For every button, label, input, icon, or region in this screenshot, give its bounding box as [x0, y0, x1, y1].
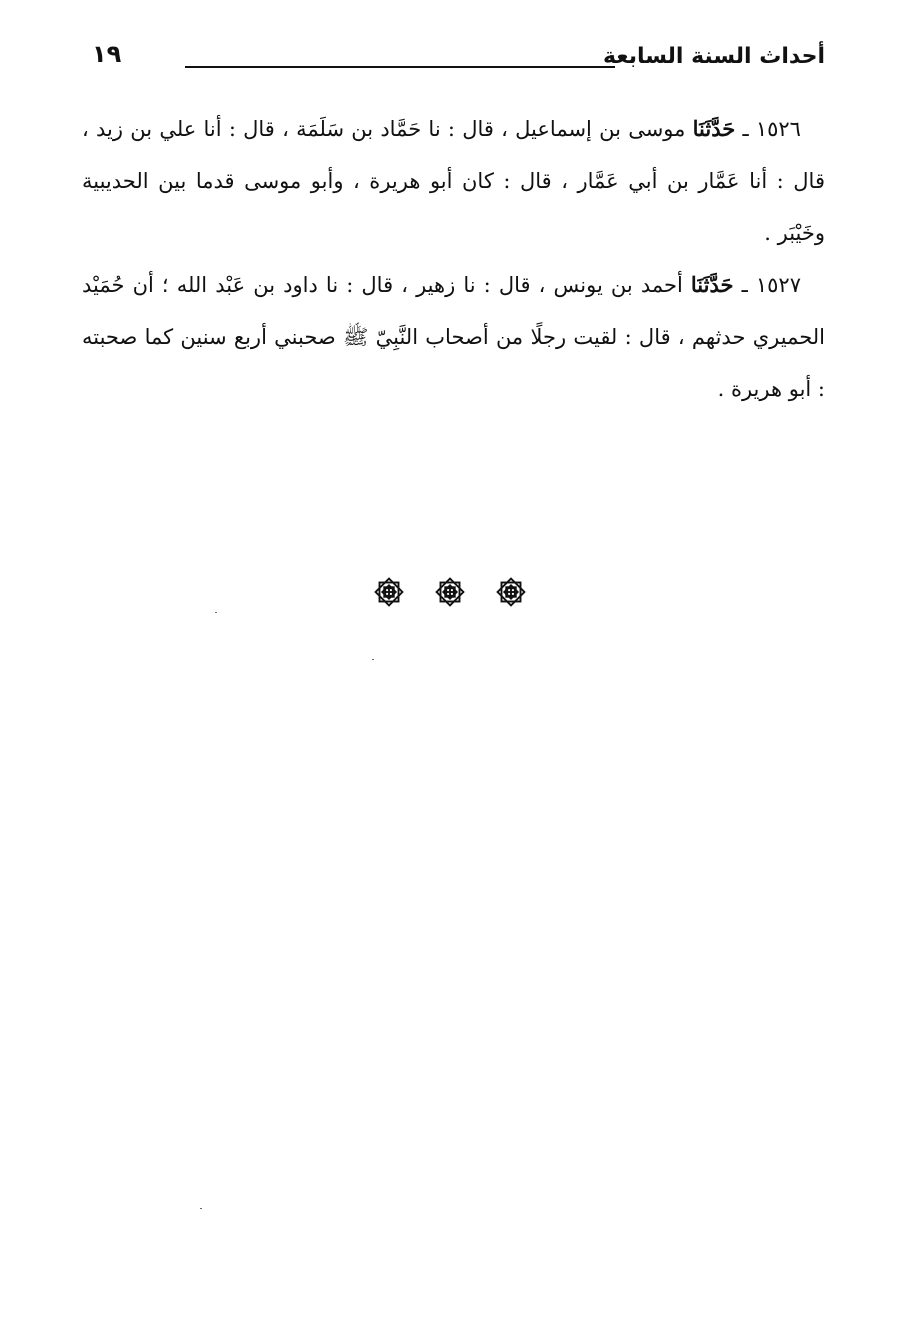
section-ornament	[370, 573, 530, 613]
hadith-number: ١٥٢٦	[755, 117, 801, 141]
hadith-1526	[82, 103, 825, 259]
hadith-keyword: حَدَّثَنَا	[692, 116, 736, 141]
header-rule	[185, 66, 615, 68]
eight-point-star-icon	[492, 573, 530, 611]
hadith-1527	[82, 259, 825, 415]
page-body	[82, 103, 825, 415]
dash: ـ	[741, 273, 748, 297]
page-header	[82, 40, 825, 80]
scan-speck	[215, 612, 217, 613]
dash: ـ	[742, 117, 749, 141]
scan-speck	[372, 659, 374, 660]
running-title: أحداث السنة السابعة	[602, 44, 825, 69]
page-number: ١٩	[92, 40, 122, 68]
hadith-text: موسى بن إسماعيل ، قال : نا حَمَّاد بن سَلَمَة ، قال : أنا علي بن زيد ، قال : أنا عَمَّار بن أبي عَمَّار ، قال : كان أبو هريرة ، وأبو موسى قدما بين الحديبية وخَيْبَر .	[82, 117, 825, 245]
hadith-text: أحمد بن يونس ، قال : نا زهير ، قال : نا داود بن عَبْد الله ؛ أن حُمَيْد الحميري حدثهم ، قال : لقيت رجلًا من أصحاب النَّبِيّ ﷺ صحبني أربع سنين كما صحبته : أبو هريرة .	[82, 273, 825, 401]
hadith-number: ١٥٢٧	[755, 273, 801, 297]
eight-point-star-icon	[370, 573, 408, 611]
hadith-keyword: حَدَّثَنَا	[690, 272, 734, 297]
eight-point-star-icon	[431, 573, 469, 611]
scan-speck	[200, 1208, 202, 1209]
